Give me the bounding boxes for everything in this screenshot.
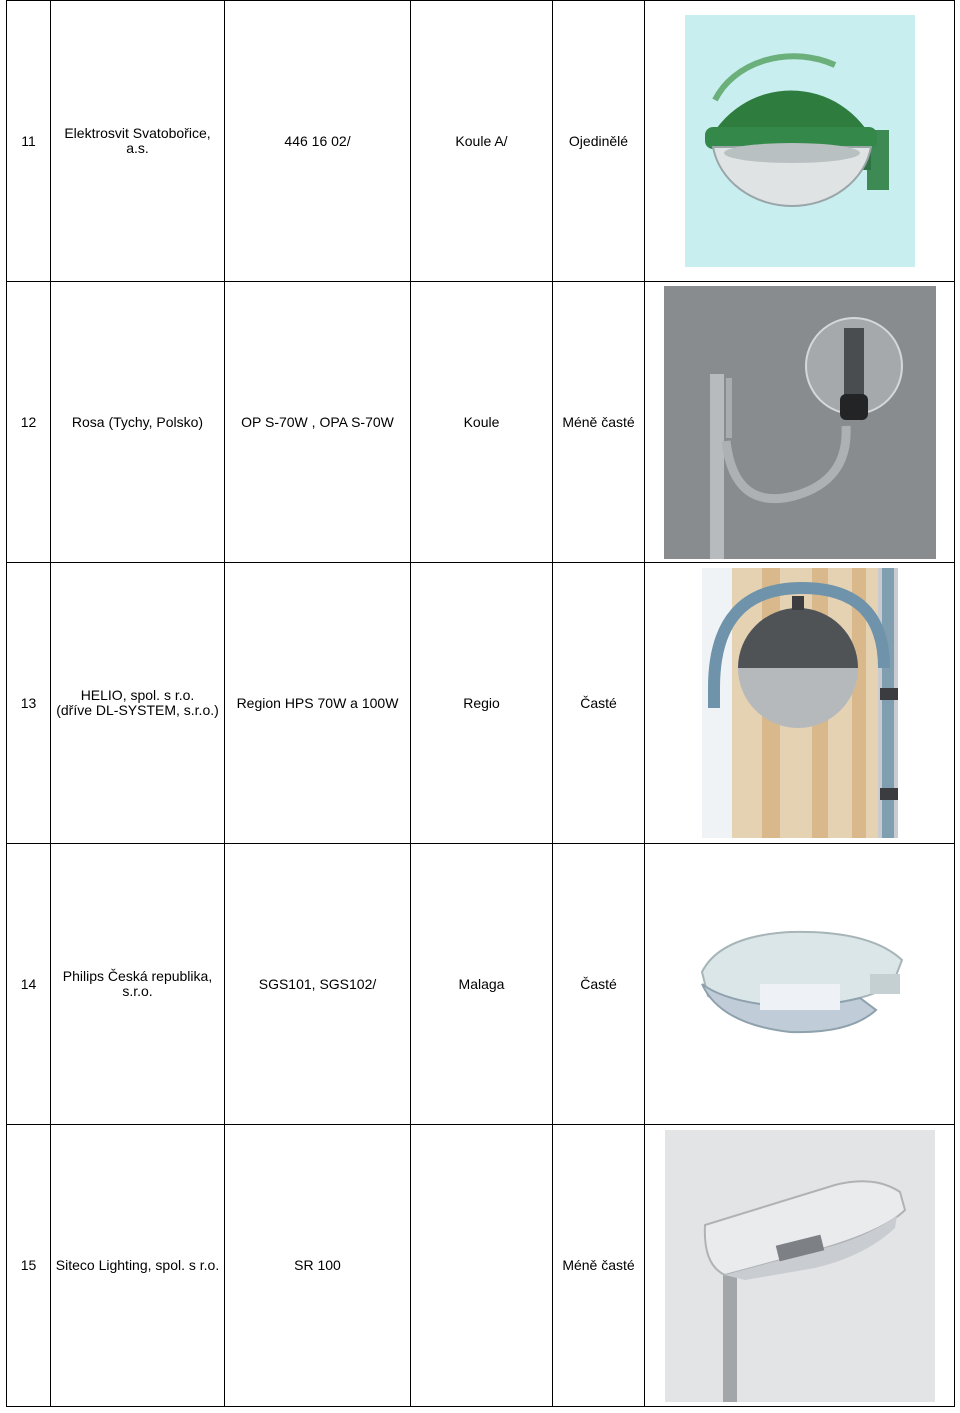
photo-cell (645, 844, 955, 1125)
shape-cell (411, 1125, 553, 1407)
type-cell: 446 16 02/ (225, 1, 411, 282)
type-cell: OP S-70W , OPA S-70W (225, 282, 411, 563)
shape-cell: Malaga (411, 844, 553, 1125)
table-row (7, 1, 955, 282)
photo-cell (645, 282, 955, 563)
shape-cell: Koule A/ (411, 1, 553, 282)
manufacturer-cell: Siteco Lighting, spol. s r.o. (51, 1125, 225, 1407)
frequency-cell: Ojedinělé (553, 1, 645, 282)
clear-globe-on-curved-pole-image (664, 286, 936, 559)
table-row (7, 563, 955, 844)
sr100-street-lamp-image (665, 1130, 935, 1402)
manufacturer-cell: Rosa (Tychy, Polsko) (51, 282, 225, 563)
frequency-cell: Méně časté (553, 282, 645, 563)
photo-cell (645, 563, 955, 844)
malaga-street-lamp-image (680, 914, 920, 1054)
shape-cell: Koule (411, 282, 553, 563)
manufacturer-cell: Elektrosvit Svatobořice, a.s. (51, 1, 225, 282)
sphere-lamp-on-pipe-bracket-image (702, 568, 898, 838)
type-cell: SR 100 (225, 1125, 411, 1407)
table-row (7, 1125, 955, 1407)
row-number: 15 (7, 1125, 51, 1407)
row-number: 14 (7, 844, 51, 1125)
frequency-cell: Časté (553, 844, 645, 1125)
type-cell: SGS101, SGS102/ (225, 844, 411, 1125)
row-number: 11 (7, 1, 51, 282)
frequency-cell: Méně časté (553, 1125, 645, 1407)
manufacturer-cell: Philips Česká republika, s.r.o. (51, 844, 225, 1125)
photo-cell (645, 1, 955, 282)
table-row (7, 282, 955, 563)
row-number: 12 (7, 282, 51, 563)
row-number: 13 (7, 563, 51, 844)
table-row (7, 844, 955, 1125)
type-cell: Region HPS 70W a 100W (225, 563, 411, 844)
photo-cell (645, 1125, 955, 1407)
luminaire-table (6, 0, 955, 1407)
frequency-cell: Časté (553, 563, 645, 844)
green-globe-wall-lamp-image (685, 15, 915, 267)
manufacturer-cell: HELIO, spol. s r.o. (dříve DL-SYSTEM, s.r.o.) (51, 563, 225, 844)
shape-cell: Regio (411, 563, 553, 844)
